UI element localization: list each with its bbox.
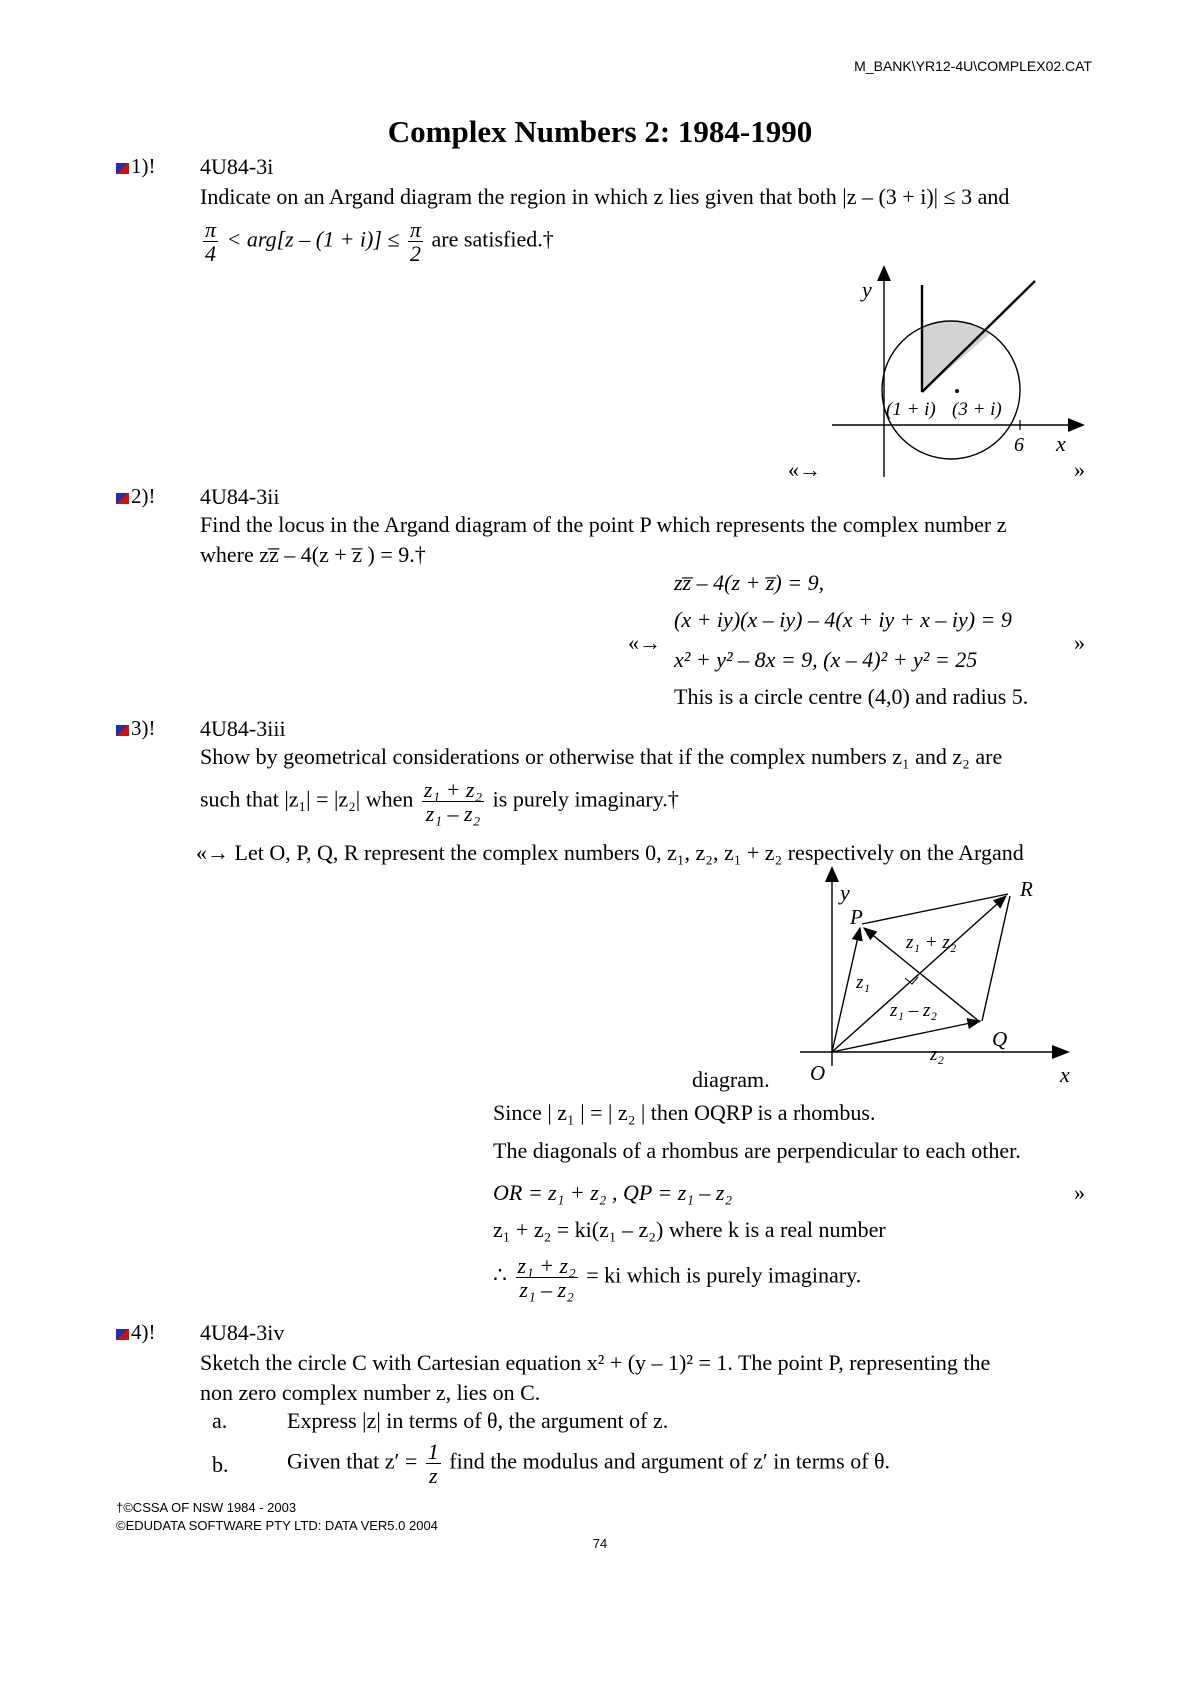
question-3-code: 4U84-3iii — [200, 716, 286, 741]
shaded-region — [922, 265, 1070, 392]
argand-diagram-3 — [780, 866, 1100, 1096]
answer-line: Since | z₁ | = | z₂ | then OQRP is a rhombus. — [493, 1100, 876, 1125]
question-4-text: Sketch the circle C with Cartesian equation x² + (y – 1)² = 1. The point P, representing the — [200, 1350, 991, 1375]
vector-z2 — [832, 1021, 980, 1052]
answer-line: x² + y² – 8x = 9, (x – 4)² + y² = 25 — [674, 647, 978, 672]
diagram-word: diagram. — [692, 1067, 770, 1092]
footer-copyright-1: †©CSSA OF NSW 1984 - 2003 — [116, 1500, 297, 1515]
fraction: $\frac{\pi}{2}$ — [410, 217, 422, 267]
page-number: 74 — [592, 1536, 608, 1551]
question-3-text: Show by geometrical considerations or otherwise that if the complex numbers z₁ and z₂ are — [200, 744, 1003, 769]
point-P-label: P — [850, 905, 863, 929]
answer-line: The diagonals of a rhombus are perpendicular to each other. — [493, 1138, 1021, 1163]
question-2-text: Find the locus in the Argand diagram of the point P which represents the complex number z — [200, 512, 1007, 537]
centre-point — [955, 389, 959, 393]
footer-copyright-2: ©EDUDATA SOFTWARE PTY LTD: DATA VER5.0 2004 — [116, 1518, 438, 1533]
answer-line: z₁ + z₂ = ki(z₁ – z₂) where k is a real number — [493, 1217, 886, 1242]
flag-icon — [116, 163, 129, 174]
y-label: y — [840, 880, 850, 905]
answer-marker-left: «→ — [788, 457, 821, 482]
argand-diagram-1 — [780, 265, 1100, 485]
tick-label-6: 6 — [1014, 434, 1024, 456]
point-Q-label: Q — [992, 1027, 1008, 1051]
fraction: $\frac{\pi}{4}$ — [205, 217, 217, 267]
flag-icon — [116, 493, 129, 504]
side-QR — [982, 896, 1010, 1021]
part-b-label: b. — [212, 1452, 229, 1477]
answer-line: (x + iy)(x – iy) – 4(x + iy + x – iy) = 9 — [674, 607, 1012, 632]
answer-line: OR = z₁ + z₂ , QP = z₁ – z₂ — [493, 1180, 733, 1205]
question-2-code: 4U84-3ii — [200, 484, 280, 509]
flag-icon — [116, 725, 129, 736]
y-label: y — [862, 277, 872, 302]
answer-marker-right: » — [1074, 630, 1085, 655]
label-z2: z₂ — [930, 1044, 944, 1065]
page-title: Complex Numbers 2: 1984-1990 — [387, 114, 813, 149]
question-4-code: 4U84-3iv — [200, 1320, 285, 1345]
question-4-text: non zero complex number z, lies on C. — [200, 1380, 541, 1405]
question-1-code: 4U84-3i — [200, 154, 274, 179]
question-3-number: 3)! — [116, 716, 156, 741]
label-sum: z₁ + z₂ — [906, 932, 957, 953]
answer-line: zz̅ – 4(z + z̅) = 9, — [674, 570, 825, 595]
answer-line: This is a circle centre (4,0) and radius 5. — [674, 684, 1029, 709]
label-z1: z₁ — [856, 972, 870, 993]
label-diff: z₁ – z₂ — [890, 1000, 937, 1021]
point-R-label: R — [1020, 877, 1033, 901]
question-2-equation: where zz̅ – 4(z + z̅ ) = 9.† — [200, 542, 426, 567]
question-3-condition: such that |z₁| = |z₂| when $\frac{\text{z₁ + z₂}}{\text{z₁ – z₂}}$ is purely imaginary.† — [200, 777, 679, 827]
header-path: M_BANK\YR12-4U\COMPLEX02.CAT — [854, 58, 1092, 74]
question-1-number: 1)! — [116, 154, 156, 179]
point-label-1: (1 + i) — [886, 399, 936, 420]
part-b-text: Given that z′ = $\frac{1}{z}$ find the modulus and argument of z′ in terms of θ. — [287, 1439, 891, 1489]
question-4-number: 4)! — [116, 1320, 156, 1345]
point-label-2: (3 + i) — [952, 399, 1002, 420]
x-label: x — [1056, 431, 1066, 456]
answer-marker-right: » — [1074, 457, 1085, 482]
question-3-answer-intro: «→ Let O, P, Q, R represent the complex numbers 0, z₁, z₂, z₁ + z₂ respectively on the Argand — [196, 840, 1024, 865]
question-2-number: 2)! — [116, 484, 156, 509]
side-PR — [862, 894, 1008, 924]
point-O-label: O — [810, 1061, 826, 1085]
fraction: $\frac{1}{z}$ — [427, 1439, 439, 1489]
part-a-text: Express |z| in terms of θ, the argument of z. — [287, 1408, 669, 1433]
question-1-condition: $\frac{\pi}{4}$ < arg[z – (1 + i)] ≤ $\frac{\pi}{2}$ are satisfied.† — [205, 217, 554, 267]
x-label: x — [1060, 1062, 1070, 1087]
answer-line: ∴ $\frac{\text{z₁ + z₂}}{\text{z₁ – z₂}}$ = ki which is purely imaginary. — [493, 1253, 862, 1303]
question-1-text: Indicate on an Argand diagram the region in which z lies given that both |z – (3 + i)| ≤ 3 and — [200, 184, 1010, 209]
fraction: $\frac{\text{z₁ + z₂}}{\text{z₁ – z₂}}$ — [423, 777, 483, 827]
fraction: $\frac{\text{z₁ + z₂}}{\text{z₁ – z₂}}$ — [517, 1253, 576, 1303]
flag-icon — [116, 1329, 129, 1340]
answer-marker-left: «→ — [628, 630, 661, 655]
answer-marker-right: » — [1074, 1180, 1085, 1205]
part-a-label: a. — [212, 1408, 228, 1433]
